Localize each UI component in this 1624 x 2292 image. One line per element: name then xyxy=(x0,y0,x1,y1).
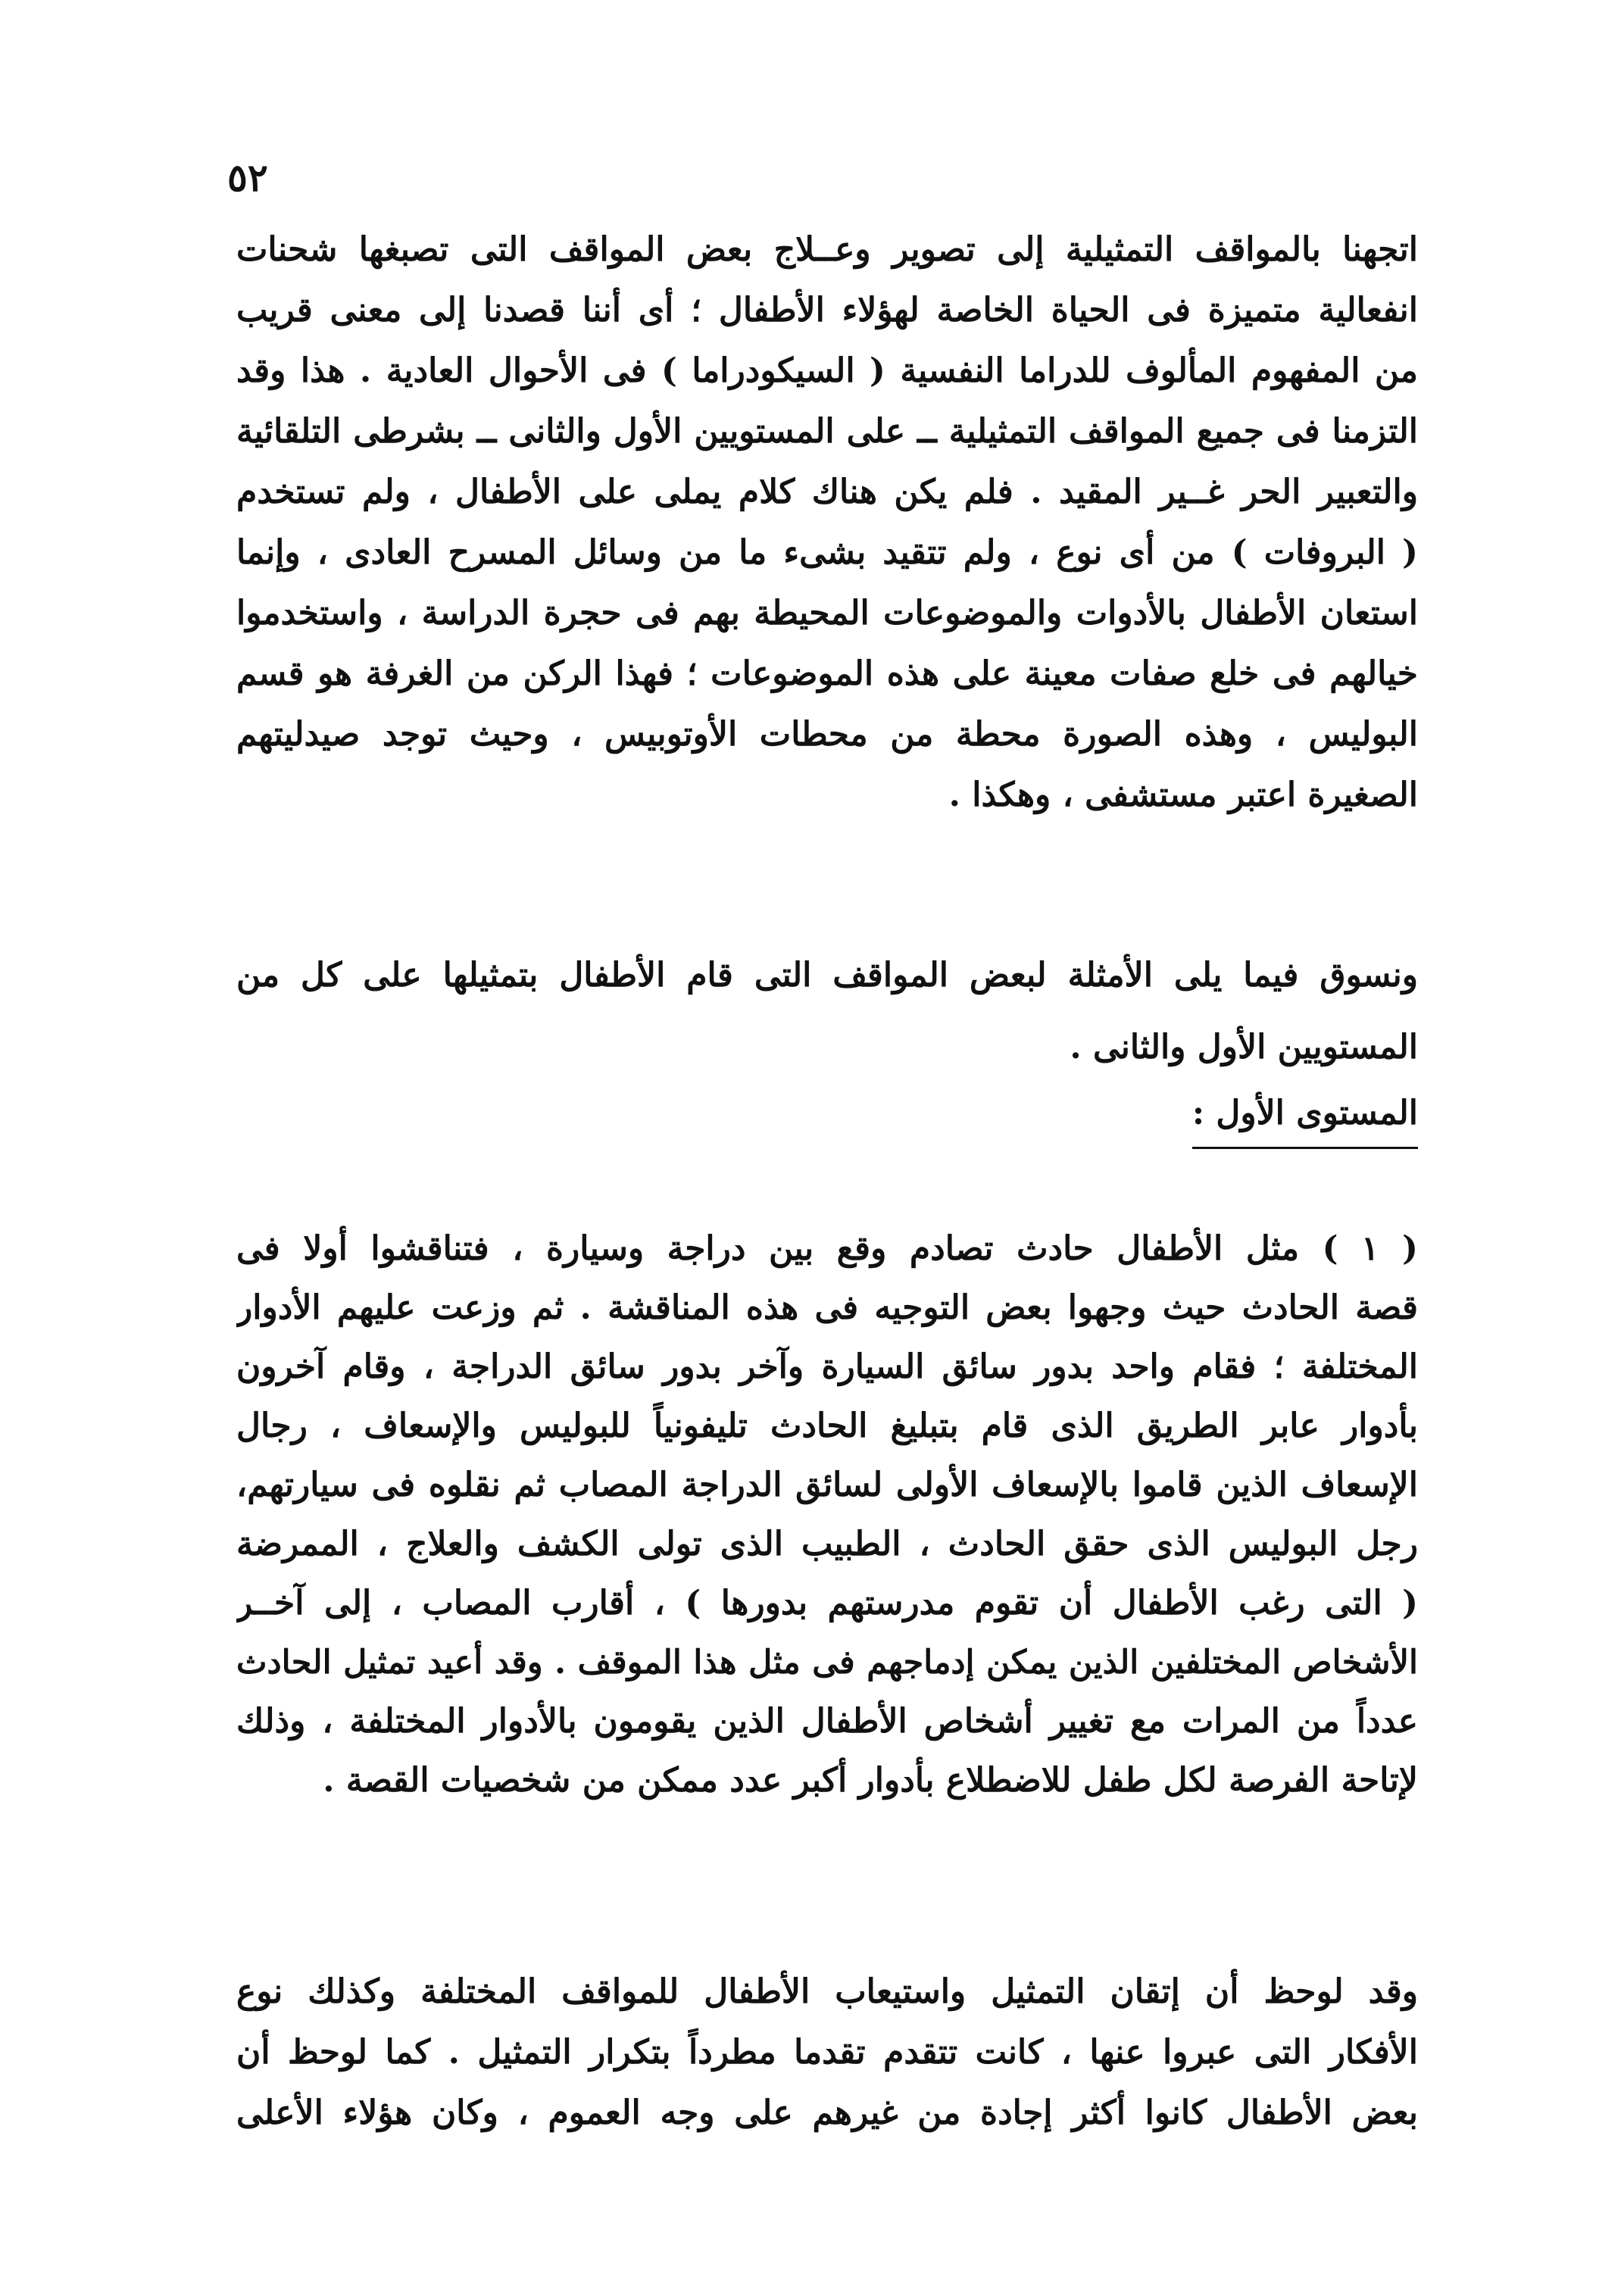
page-number: ٥٢ xyxy=(227,155,268,200)
paragraph-example-one xyxy=(236,1219,1418,1810)
paragraph-examples-intro xyxy=(236,939,1418,1083)
text-line: المختلفة ؛ فقام واحد بدور سائق السيارة وآخر بدور سائق الدراجة ، وقام آخرون xyxy=(236,1347,1418,1386)
text-line: قصة الحادث حيث وجهوا بعض التوجيه فى هذه المناقشة . ثم وزعت عليهم الأدوار xyxy=(236,1288,1418,1327)
text-line: انفعالية متميزة فى الحياة الخاصة لهؤلاء الأطفال ؛ أى أننا قصدنا إلى معنى قريب xyxy=(236,291,1418,329)
text-line: وقد لوحظ أن إتقان التمثيل واستيعاب الأطفال للمواقف المختلفة وكذلك نوع xyxy=(236,1972,1418,2011)
text-line: الصغيرة اعتبر مستشفى ، وهكذا . xyxy=(948,776,1418,814)
text-line: التزمنا فى جميع المواقف التمثيلية ــ على المستويين الأول والثانى ــ بشرطى التلقائية xyxy=(236,412,1418,451)
text-line: استعان الأطفال بالأدوات والموضوعات المحيطة بهم فى حجرة الدراسة ، واستخدموا xyxy=(236,594,1418,632)
text-line: بأدوار عابر الطريق الذى قام بتبليغ الحادث تليفونياً للبوليس والإسعاف ، رجال xyxy=(236,1407,1418,1445)
text-line: البوليس ، وهذه الصورة محطة من محطات الأوتوبيس ، وحيث توجد صيدليتهم xyxy=(236,715,1418,754)
paragraph-observations xyxy=(236,1962,1418,2144)
text-line: رجل البوليس الذى حقق الحادث ، الطبيب الذى تولى الكشف والعلاج ، الممرضة xyxy=(236,1525,1418,1563)
text-line: الأفكار التى عبروا عنها ، كانت تتقدم تقدما مطرداً بتكرار التمثيل . كما لوحظ أن xyxy=(236,2033,1418,2072)
text-line: ( البروفات ) من أى نوع ، ولم تتقيد بشىء ما من وسائل المسرح العادى ، وإنما xyxy=(236,533,1418,572)
paragraph-intro xyxy=(236,220,1418,826)
text-line: لإتاحة الفرصة لكل طفل للاضطلاع بأدوار أكبر عدد ممكن من شخصيات القصة . xyxy=(323,1761,1418,1800)
text-line: ( ١ ) مثل الأطفال حادث تصادم وقع بين دراجة وسيارة ، فتناقشوا أولا فى xyxy=(236,1229,1418,1268)
text-line: ونسوق فيما يلى الأمثلة لبعض المواقف التى قام الأطفال بتمثيلها على كل من xyxy=(236,956,1418,995)
text-line: اتجهنا بالمواقف التمثيلية إلى تصوير وعــلاج بعض المواقف التى تصبغها شحنات xyxy=(236,230,1418,269)
section-heading: المستوى الأول : xyxy=(1192,1083,1418,1149)
text-line: بعض الأطفال كانوا أكثر إجادة من غيرهم على وجه العموم ، وكان هؤلاء الأعلى xyxy=(236,2094,1418,2132)
text-line: الإسعاف الذين قاموا بالإسعاف الأولى لسائق الدراجة المصاب ثم نقلوه فى سيارتهم، xyxy=(236,1466,1418,1504)
text-line: المستويين الأول والثانى . xyxy=(1070,1028,1418,1066)
text-line: الأشخاص المختلفين الذين يمكن إدماجهم فى مثل هذا الموقف . وقد أعيد تمثيل الحادث xyxy=(236,1644,1418,1682)
text-line: والتعبير الحر غــير المقيد . فلم يكن هناك كلام يملى على الأطفال ، ولم تستخدم xyxy=(236,473,1418,511)
text-line: من المفهوم المألوف للدراما النفسية ( السيكودراما ) فى الأحوال العادية . هذا وقد xyxy=(236,351,1418,390)
text-line: عدداً من المرات مع تغيير أشخاص الأطفال الذين يقومون بالأدوار المختلفة ، وذلك xyxy=(236,1702,1418,1741)
text-line: ( التى رغب الأطفال أن تقوم مدرستهم بدورها ) ، أقارب المصاب ، إلى آخــر xyxy=(236,1584,1418,1622)
text-line: خيالهم فى خلع صفات معينة على هذه الموضوعات ؛ فهذا الركن من الغرفة هو قسم xyxy=(236,654,1418,693)
